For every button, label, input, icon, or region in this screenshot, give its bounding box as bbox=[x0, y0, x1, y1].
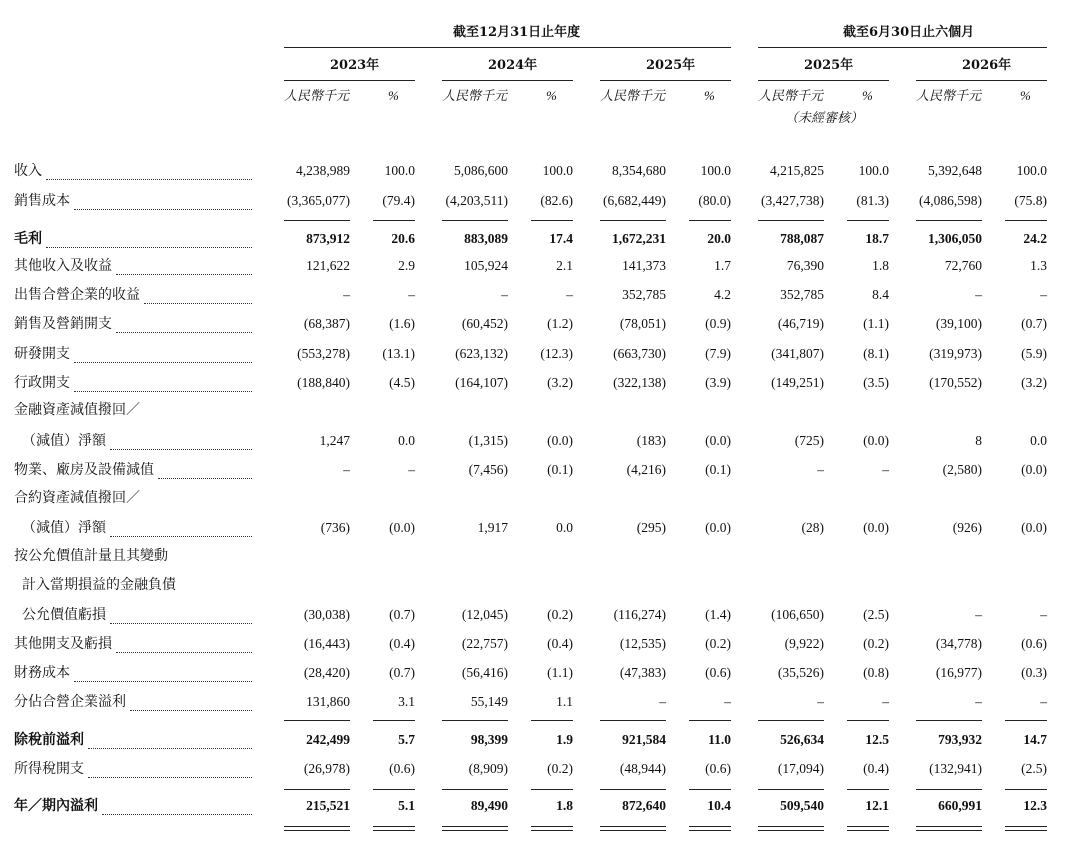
amount-cell: (106,650) bbox=[771, 607, 824, 622]
percent-cell: 4.2 bbox=[714, 287, 731, 302]
subtotal-rule bbox=[758, 789, 824, 790]
percent-cell: (12.3) bbox=[540, 346, 573, 361]
subtotal-rule bbox=[442, 720, 508, 721]
percent-cell: (0.4) bbox=[547, 636, 573, 651]
year-rule bbox=[442, 80, 573, 81]
percent-cell: (7.9) bbox=[705, 346, 731, 361]
annual-header-rule bbox=[284, 47, 731, 48]
amount-cell: – bbox=[817, 462, 824, 477]
amount-cell: (4,086,598) bbox=[919, 193, 982, 208]
total-double-rule bbox=[531, 826, 573, 831]
percent-cell: 2.9 bbox=[398, 258, 415, 273]
amount-cell: – bbox=[343, 287, 350, 302]
percent-cell: 24.2 bbox=[1023, 231, 1047, 246]
percent-cell: (0.6) bbox=[705, 761, 731, 776]
subtotal-rule bbox=[1005, 720, 1047, 721]
amount-cell: (35,526) bbox=[777, 665, 824, 680]
percent-cell: – bbox=[1040, 694, 1047, 709]
amount-cell: (34,778) bbox=[935, 636, 982, 651]
amount-cell: 1,306,050 bbox=[928, 231, 982, 246]
unit-percent-header: % bbox=[1020, 88, 1031, 103]
percent-cell: 20.6 bbox=[391, 231, 415, 246]
year-rule bbox=[600, 80, 731, 81]
amount-cell: 872,640 bbox=[622, 798, 666, 813]
total-double-rule bbox=[847, 826, 889, 831]
percent-cell: 5.1 bbox=[398, 798, 415, 813]
row-label: 出售合營企業的收益 bbox=[14, 287, 140, 303]
row-label: 分佔合營企業溢利 bbox=[14, 694, 126, 710]
amount-cell: (12,535) bbox=[619, 636, 666, 651]
amount-cell: (16,443) bbox=[303, 636, 350, 651]
amount-cell: 873,912 bbox=[306, 231, 350, 246]
dot-leader bbox=[110, 607, 252, 624]
total-double-rule bbox=[689, 826, 731, 831]
amount-cell: – bbox=[975, 694, 982, 709]
amount-cell: 72,760 bbox=[944, 258, 982, 273]
amount-cell: (553,278) bbox=[297, 346, 350, 361]
amount-cell: 352,785 bbox=[622, 287, 666, 302]
subtotal-rule bbox=[600, 720, 666, 721]
percent-cell: 1.7 bbox=[714, 258, 731, 273]
unit-amount-header: 人民幣千元 bbox=[758, 88, 824, 103]
percent-cell: (1.6) bbox=[389, 316, 415, 331]
amount-cell: (170,552) bbox=[929, 375, 982, 390]
year-header-2025-interim: 2025年 bbox=[804, 58, 854, 73]
subtotal-rule bbox=[847, 220, 889, 221]
amount-cell: 5,392,648 bbox=[928, 163, 982, 178]
amount-cell: 8,354,680 bbox=[612, 163, 666, 178]
percent-cell: 1.1 bbox=[556, 694, 573, 709]
amount-cell: (68,387) bbox=[303, 316, 350, 331]
percent-cell: (0.2) bbox=[547, 761, 573, 776]
amount-cell: 76,390 bbox=[786, 258, 824, 273]
percent-cell: (79.4) bbox=[382, 193, 415, 208]
amount-cell: – bbox=[659, 694, 666, 709]
amount-cell: 4,215,825 bbox=[770, 163, 824, 178]
amount-cell: (149,251) bbox=[771, 375, 824, 390]
amount-cell: (28) bbox=[801, 520, 824, 535]
percent-cell: (0.6) bbox=[389, 761, 415, 776]
subtotal-rule bbox=[531, 720, 573, 721]
amount-cell: (3,365,077) bbox=[287, 193, 350, 208]
amount-cell: (12,045) bbox=[461, 607, 508, 622]
percent-cell: (0.3) bbox=[1021, 665, 1047, 680]
amount-cell: 526,634 bbox=[780, 732, 824, 747]
subtotal-rule bbox=[373, 720, 415, 721]
unit-percent-header: % bbox=[862, 88, 873, 103]
row-label: 除稅前溢利 bbox=[14, 732, 84, 748]
dot-leader bbox=[116, 316, 252, 333]
percent-cell: 0.0 bbox=[556, 520, 573, 535]
amount-cell: (341,807) bbox=[771, 346, 824, 361]
percent-cell: (0.6) bbox=[705, 665, 731, 680]
percent-cell: (3.2) bbox=[547, 375, 573, 390]
amount-cell: (3,427,738) bbox=[761, 193, 824, 208]
interim-period-header: 截至6月30日止六個月 bbox=[843, 25, 975, 40]
percent-cell: (3.2) bbox=[1021, 375, 1047, 390]
amount-cell: (22,757) bbox=[461, 636, 508, 651]
amount-cell: 788,087 bbox=[780, 231, 824, 246]
percent-cell: 20.0 bbox=[707, 231, 731, 246]
interim-header-rule bbox=[758, 47, 1047, 48]
row-label: 銷售及營銷開支 bbox=[14, 316, 112, 332]
row-label: （減值）淨額 bbox=[22, 433, 106, 449]
percent-cell: (0.9) bbox=[705, 316, 731, 331]
percent-cell: 5.7 bbox=[398, 732, 415, 747]
amount-cell: (736) bbox=[320, 520, 350, 535]
amount-cell: (60,452) bbox=[461, 316, 508, 331]
amount-cell: (183) bbox=[636, 433, 666, 448]
amount-cell: 242,499 bbox=[306, 732, 350, 747]
subtotal-rule bbox=[284, 720, 350, 721]
percent-cell: 11.0 bbox=[708, 732, 731, 747]
percent-cell: 2.1 bbox=[556, 258, 573, 273]
amount-cell: 8 bbox=[975, 433, 982, 448]
percent-cell: (0.6) bbox=[1021, 636, 1047, 651]
row-label: 按公允價值計量且其變動 bbox=[14, 548, 168, 564]
percent-cell: (0.0) bbox=[863, 433, 889, 448]
amount-cell: (9,922) bbox=[784, 636, 824, 651]
percent-cell: 100.0 bbox=[384, 163, 415, 178]
percent-cell: (0.7) bbox=[1021, 316, 1047, 331]
subtotal-rule bbox=[916, 720, 982, 721]
percent-cell: – bbox=[408, 287, 415, 302]
row-label: 研發開支 bbox=[14, 346, 70, 362]
percent-cell: (0.0) bbox=[389, 520, 415, 535]
annual-period-header: 截至12月31日止年度 bbox=[453, 25, 581, 40]
percent-cell: 8.4 bbox=[872, 287, 889, 302]
percent-cell: (3.9) bbox=[705, 375, 731, 390]
percent-cell: 0.0 bbox=[398, 433, 415, 448]
dot-leader bbox=[74, 193, 252, 210]
subtotal-rule bbox=[689, 720, 731, 721]
percent-cell: 1.3 bbox=[1030, 258, 1047, 273]
unaudited-note: （未經審核） bbox=[785, 110, 864, 125]
subtotal-rule bbox=[442, 220, 508, 221]
percent-cell: (0.7) bbox=[389, 607, 415, 622]
percent-cell: (0.0) bbox=[1021, 520, 1047, 535]
unit-percent-header: % bbox=[388, 88, 399, 103]
dot-leader bbox=[102, 798, 252, 815]
percent-cell: (80.0) bbox=[698, 193, 731, 208]
amount-cell: (48,944) bbox=[619, 761, 666, 776]
unit-amount-header: 人民幣千元 bbox=[442, 88, 508, 103]
amount-cell: (46,719) bbox=[777, 316, 824, 331]
percent-cell: (2.5) bbox=[1021, 761, 1047, 776]
subtotal-rule bbox=[442, 789, 508, 790]
amount-cell: (28,420) bbox=[303, 665, 350, 680]
amount-cell: (17,094) bbox=[777, 761, 824, 776]
dot-leader bbox=[88, 761, 252, 778]
amount-cell: 793,932 bbox=[938, 732, 982, 747]
amount-cell: (926) bbox=[952, 520, 982, 535]
percent-cell: (0.4) bbox=[863, 761, 889, 776]
amount-cell: (116,274) bbox=[613, 607, 666, 622]
percent-cell: (0.0) bbox=[863, 520, 889, 535]
row-label: 年／期內溢利 bbox=[14, 798, 98, 814]
row-label: 毛利 bbox=[14, 231, 42, 247]
percent-cell: (0.2) bbox=[547, 607, 573, 622]
percent-cell: (0.1) bbox=[547, 462, 573, 477]
total-double-rule bbox=[442, 826, 508, 831]
amount-cell: 215,521 bbox=[306, 798, 350, 813]
percent-cell: (5.9) bbox=[1021, 346, 1047, 361]
year-header-2025: 2025年 bbox=[646, 58, 696, 73]
row-label: 物業、廠房及設備減值 bbox=[14, 462, 154, 478]
percent-cell: (0.0) bbox=[705, 520, 731, 535]
amount-cell: (30,038) bbox=[303, 607, 350, 622]
dot-leader bbox=[88, 732, 252, 749]
amount-cell: 352,785 bbox=[780, 287, 824, 302]
amount-cell: 883,089 bbox=[464, 231, 508, 246]
percent-cell: (0.2) bbox=[705, 636, 731, 651]
amount-cell: 4,238,989 bbox=[296, 163, 350, 178]
row-label: 銷售成本 bbox=[14, 193, 70, 209]
percent-cell: 100.0 bbox=[700, 163, 731, 178]
subtotal-rule bbox=[284, 789, 350, 790]
percent-cell: (75.8) bbox=[1014, 193, 1047, 208]
dot-leader bbox=[74, 665, 252, 682]
amount-cell: (663,730) bbox=[613, 346, 666, 361]
dot-leader bbox=[144, 287, 252, 304]
percent-cell: 100.0 bbox=[542, 163, 573, 178]
amount-cell: 98,399 bbox=[470, 732, 508, 747]
subtotal-rule bbox=[284, 220, 350, 221]
percent-cell: 18.7 bbox=[865, 231, 889, 246]
total-double-rule bbox=[1005, 826, 1047, 831]
amount-cell: (319,973) bbox=[929, 346, 982, 361]
subtotal-rule bbox=[916, 789, 982, 790]
amount-cell: (7,456) bbox=[468, 462, 508, 477]
amount-cell: 141,373 bbox=[622, 258, 666, 273]
dot-leader bbox=[116, 636, 252, 653]
total-double-rule bbox=[758, 826, 824, 831]
amount-cell: – bbox=[975, 287, 982, 302]
subtotal-rule bbox=[847, 720, 889, 721]
percent-cell: (0.4) bbox=[389, 636, 415, 651]
dot-leader bbox=[110, 520, 252, 537]
percent-cell: (0.0) bbox=[547, 433, 573, 448]
row-label: 行政開支 bbox=[14, 375, 70, 391]
subtotal-rule bbox=[758, 720, 824, 721]
percent-cell: (3.5) bbox=[863, 375, 889, 390]
amount-cell: – bbox=[501, 287, 508, 302]
amount-cell: (295) bbox=[636, 520, 666, 535]
amount-cell: 1,247 bbox=[319, 433, 350, 448]
percent-cell: 12.1 bbox=[865, 798, 889, 813]
total-double-rule bbox=[916, 826, 982, 831]
amount-cell: (4,203,511) bbox=[445, 193, 508, 208]
subtotal-rule bbox=[373, 220, 415, 221]
row-label: 所得稅開支 bbox=[14, 761, 84, 777]
percent-cell: – bbox=[882, 462, 889, 477]
unit-percent-header: % bbox=[704, 88, 715, 103]
amount-cell: (6,682,449) bbox=[603, 193, 666, 208]
dot-leader bbox=[46, 231, 252, 248]
percent-cell: (4.5) bbox=[389, 375, 415, 390]
row-label: 計入當期損益的金融負債 bbox=[22, 577, 176, 593]
row-label: 其他收入及收益 bbox=[14, 258, 112, 274]
percent-cell: (1.2) bbox=[547, 316, 573, 331]
percent-cell: 12.5 bbox=[865, 732, 889, 747]
amount-cell: 5,086,600 bbox=[454, 163, 508, 178]
subtotal-rule bbox=[847, 789, 889, 790]
percent-cell: 100.0 bbox=[858, 163, 889, 178]
amount-cell: (623,132) bbox=[455, 346, 508, 361]
amount-cell: (56,416) bbox=[461, 665, 508, 680]
row-label: 收入 bbox=[14, 163, 42, 179]
year-header-2026-interim: 2026年 bbox=[962, 58, 1012, 73]
dot-leader bbox=[46, 163, 252, 180]
amount-cell: (132,941) bbox=[929, 761, 982, 776]
row-label: 財務成本 bbox=[14, 665, 70, 681]
percent-cell: (0.0) bbox=[705, 433, 731, 448]
subtotal-rule bbox=[916, 220, 982, 221]
unit-percent-header: % bbox=[546, 88, 557, 103]
percent-cell: – bbox=[882, 694, 889, 709]
amount-cell: 105,924 bbox=[464, 258, 508, 273]
amount-cell: (2,580) bbox=[942, 462, 982, 477]
percent-cell: (1.4) bbox=[705, 607, 731, 622]
amount-cell: 121,622 bbox=[306, 258, 350, 273]
percent-cell: (0.2) bbox=[863, 636, 889, 651]
percent-cell: 1.8 bbox=[872, 258, 889, 273]
amount-cell: (322,138) bbox=[613, 375, 666, 390]
dot-leader bbox=[110, 433, 252, 450]
percent-cell: – bbox=[566, 287, 573, 302]
dot-leader bbox=[74, 375, 252, 392]
subtotal-rule bbox=[531, 789, 573, 790]
total-double-rule bbox=[600, 826, 666, 831]
year-header-2023: 2023年 bbox=[330, 58, 380, 73]
total-double-rule bbox=[284, 826, 350, 831]
unit-amount-header: 人民幣千元 bbox=[600, 88, 666, 103]
subtotal-rule bbox=[600, 789, 666, 790]
row-label: 金融資產減值撥回／ bbox=[14, 402, 140, 418]
amount-cell: 1,917 bbox=[477, 520, 508, 535]
percent-cell: (0.0) bbox=[1021, 462, 1047, 477]
amount-cell: (725) bbox=[794, 433, 824, 448]
total-double-rule bbox=[373, 826, 415, 831]
amount-cell: 1,672,231 bbox=[612, 231, 666, 246]
percent-cell: 12.3 bbox=[1023, 798, 1047, 813]
unit-amount-header: 人民幣千元 bbox=[284, 88, 350, 103]
amount-cell: (1,315) bbox=[468, 433, 508, 448]
row-label: 其他開支及虧損 bbox=[14, 636, 112, 652]
percent-cell: 17.4 bbox=[549, 231, 573, 246]
amount-cell: (8,909) bbox=[468, 761, 508, 776]
amount-cell: 509,540 bbox=[780, 798, 824, 813]
percent-cell: (1.1) bbox=[863, 316, 889, 331]
percent-cell: (0.7) bbox=[389, 665, 415, 680]
amount-cell: – bbox=[817, 694, 824, 709]
amount-cell: 55,149 bbox=[470, 694, 508, 709]
amount-cell: – bbox=[343, 462, 350, 477]
amount-cell: (188,840) bbox=[297, 375, 350, 390]
year-rule bbox=[284, 80, 415, 81]
amount-cell: – bbox=[975, 607, 982, 622]
percent-cell: 10.4 bbox=[707, 798, 731, 813]
percent-cell: 1.9 bbox=[556, 732, 573, 747]
percent-cell: (13.1) bbox=[382, 346, 415, 361]
amount-cell: (78,051) bbox=[619, 316, 666, 331]
subtotal-rule bbox=[531, 220, 573, 221]
percent-cell: (82.6) bbox=[540, 193, 573, 208]
amount-cell: (164,107) bbox=[455, 375, 508, 390]
year-rule bbox=[916, 80, 1047, 81]
year-header-2024: 2024年 bbox=[488, 58, 538, 73]
dot-leader bbox=[116, 258, 252, 275]
subtotal-rule bbox=[689, 220, 731, 221]
percent-cell: (1.1) bbox=[547, 665, 573, 680]
percent-cell: (0.1) bbox=[705, 462, 731, 477]
amount-cell: 131,860 bbox=[306, 694, 350, 709]
percent-cell: – bbox=[1040, 287, 1047, 302]
row-label: 公允價值虧損 bbox=[22, 607, 106, 623]
percent-cell: – bbox=[408, 462, 415, 477]
percent-cell: (0.8) bbox=[863, 665, 889, 680]
percent-cell: – bbox=[724, 694, 731, 709]
amount-cell: (39,100) bbox=[935, 316, 982, 331]
subtotal-rule bbox=[373, 789, 415, 790]
percent-cell: (81.3) bbox=[856, 193, 889, 208]
amount-cell: 89,490 bbox=[470, 798, 508, 813]
percent-cell: (2.5) bbox=[863, 607, 889, 622]
row-label: 合約資產減值撥回／ bbox=[14, 490, 140, 506]
percent-cell: 3.1 bbox=[398, 694, 415, 709]
amount-cell: 660,991 bbox=[938, 798, 982, 813]
year-rule bbox=[758, 80, 889, 81]
row-label: （減值）淨額 bbox=[22, 520, 106, 536]
percent-cell: – bbox=[1040, 607, 1047, 622]
amount-cell: 921,584 bbox=[622, 732, 666, 747]
dot-leader bbox=[74, 346, 252, 363]
amount-cell: (47,383) bbox=[619, 665, 666, 680]
percent-cell: 100.0 bbox=[1016, 163, 1047, 178]
percent-cell: 14.7 bbox=[1023, 732, 1047, 747]
amount-cell: (4,216) bbox=[626, 462, 666, 477]
subtotal-rule bbox=[600, 220, 666, 221]
subtotal-rule bbox=[689, 789, 731, 790]
percent-cell: 0.0 bbox=[1030, 433, 1047, 448]
percent-cell: (8.1) bbox=[863, 346, 889, 361]
subtotal-rule bbox=[1005, 789, 1047, 790]
dot-leader bbox=[158, 462, 252, 479]
amount-cell: (16,977) bbox=[935, 665, 982, 680]
dot-leader bbox=[130, 694, 252, 711]
unit-amount-header: 人民幣千元 bbox=[916, 88, 982, 103]
amount-cell: (26,978) bbox=[303, 761, 350, 776]
subtotal-rule bbox=[1005, 220, 1047, 221]
percent-cell: 1.8 bbox=[556, 798, 573, 813]
subtotal-rule bbox=[758, 220, 824, 221]
